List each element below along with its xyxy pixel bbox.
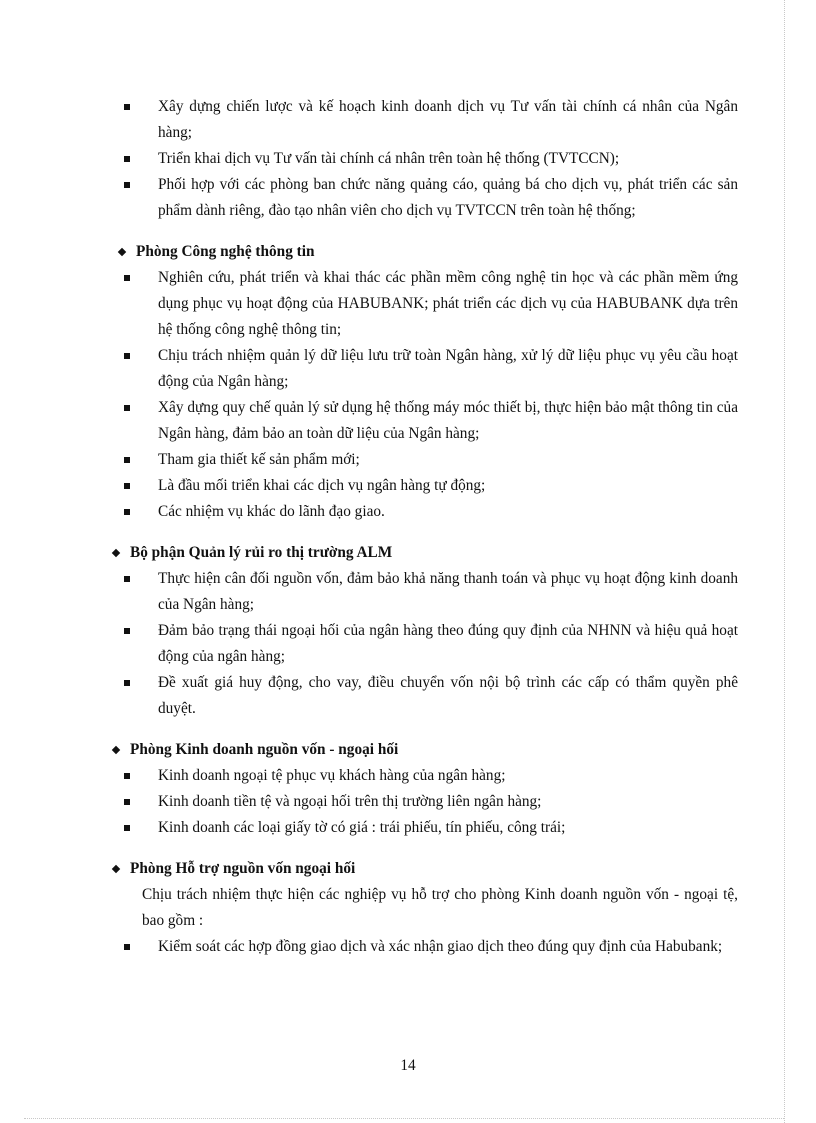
diamond-bullet-icon <box>118 248 126 256</box>
section-heading: Phòng Công nghệ thông tin <box>116 239 738 265</box>
diamond-bullet-icon <box>112 865 120 873</box>
list-item: Đề xuất giá huy động, cho vay, điều chuyển vốn nội bộ trình các cấp có thẩm quyền phê duyệt. <box>116 670 738 722</box>
page-number: 14 <box>400 1057 416 1074</box>
diamond-bullet-icon <box>112 549 120 557</box>
list-item: Phối hợp với các phòng ban chức năng quảng cáo, quảng bá cho dịch vụ, phát triển các sản phẩm dành riêng, đào tạo nhân viên cho dịch vụ TVTCCN trên toàn hệ thống; <box>116 172 738 224</box>
section-list <box>116 763 738 841</box>
section-list <box>116 934 738 960</box>
page-body <box>116 94 738 960</box>
list-item: Triển khai dịch vụ Tư vấn tài chính cá nhân trên toàn hệ thống (TVTCCN); <box>116 146 738 172</box>
list-item: Thực hiện cân đối nguồn vốn, đảm bảo khả năng thanh toán và phục vụ hoạt động kinh doanh của Ngân hàng; <box>116 566 738 618</box>
page-edge-right <box>784 0 785 1123</box>
section-support <box>116 856 738 960</box>
section-alm <box>116 540 738 722</box>
list-item: Kinh doanh ngoại tệ phục vụ khách hàng của ngân hàng; <box>116 763 738 789</box>
page-edge-bottom <box>24 1118 784 1119</box>
square-bullet-icon <box>124 182 130 188</box>
section-treasury <box>116 737 738 841</box>
square-bullet-icon <box>124 275 130 281</box>
square-bullet-icon <box>124 405 130 411</box>
list-item: Chịu trách nhiệm quản lý dữ liệu lưu trữ toàn Ngân hàng, xử lý dữ liệu phục vụ yêu cầu hoạt động của Ngân hàng; <box>116 343 738 395</box>
list-item: Các nhiệm vụ khác do lãnh đạo giao. <box>116 499 738 525</box>
list-item: Là đầu mối triển khai các dịch vụ ngân hàng tự động; <box>116 473 738 499</box>
square-bullet-icon <box>124 457 130 463</box>
section-heading: Phòng Hỗ trợ nguồn vốn ngoại hối <box>110 856 738 882</box>
section-it <box>116 239 738 525</box>
list-item: Xây dựng quy chế quản lý sử dụng hệ thống máy móc thiết bị, thực hiện bảo mật thông tin của Ngân hàng, đảm bảo an toàn dữ liệu của Ngân hàng; <box>116 395 738 447</box>
square-bullet-icon <box>124 104 130 110</box>
square-bullet-icon <box>124 509 130 515</box>
square-bullet-icon <box>124 483 130 489</box>
section-heading: Phòng Kinh doanh nguồn vốn - ngoại hối <box>110 737 738 763</box>
section-heading: Bộ phận Quản lý rủi ro thị trường ALM <box>110 540 738 566</box>
list-item: Kinh doanh các loại giấy tờ có giá : trái phiếu, tín phiếu, công trái; <box>116 815 738 841</box>
square-bullet-icon <box>124 156 130 162</box>
square-bullet-icon <box>124 680 130 686</box>
section-intro-paragraph: Chịu trách nhiệm thực hiện các nghiệp vụ hỗ trợ cho phòng Kinh doanh nguồn vốn - ngoại tệ, bao gồm : <box>142 886 738 929</box>
square-bullet-icon <box>124 799 130 805</box>
list-item: Kiểm soát các hợp đồng giao dịch và xác nhận giao dịch theo đúng quy định của Habubank; <box>116 934 738 960</box>
diamond-bullet-icon <box>112 746 120 754</box>
intro-list <box>116 94 738 224</box>
square-bullet-icon <box>124 944 130 950</box>
list-item: Đảm bảo trạng thái ngoại hối của ngân hàng theo đúng quy định của NHNN và hiệu quả hoạt động của ngân hàng; <box>116 618 738 670</box>
section-list <box>116 566 738 722</box>
square-bullet-icon <box>124 353 130 359</box>
square-bullet-icon <box>124 576 130 582</box>
list-item: Kinh doanh tiền tệ và ngoại hối trên thị trường liên ngân hàng; <box>116 789 738 815</box>
square-bullet-icon <box>124 825 130 831</box>
section-list <box>116 265 738 525</box>
list-item: Xây dựng chiến lược và kế hoạch kinh doanh dịch vụ Tư vấn tài chính cá nhân của Ngân hàng; <box>116 94 738 146</box>
list-item: Nghiên cứu, phát triển và khai thác các phần mềm công nghệ tin học và các phần mềm ứng dụng phục vụ hoạt động của HABUBANK; phát triển các dịch vụ của HABUBANK dựa trên hệ thống công nghệ thông tin; <box>116 265 738 343</box>
list-item: Tham gia thiết kế sản phẩm mới; <box>116 447 738 473</box>
square-bullet-icon <box>124 628 130 634</box>
square-bullet-icon <box>124 773 130 779</box>
